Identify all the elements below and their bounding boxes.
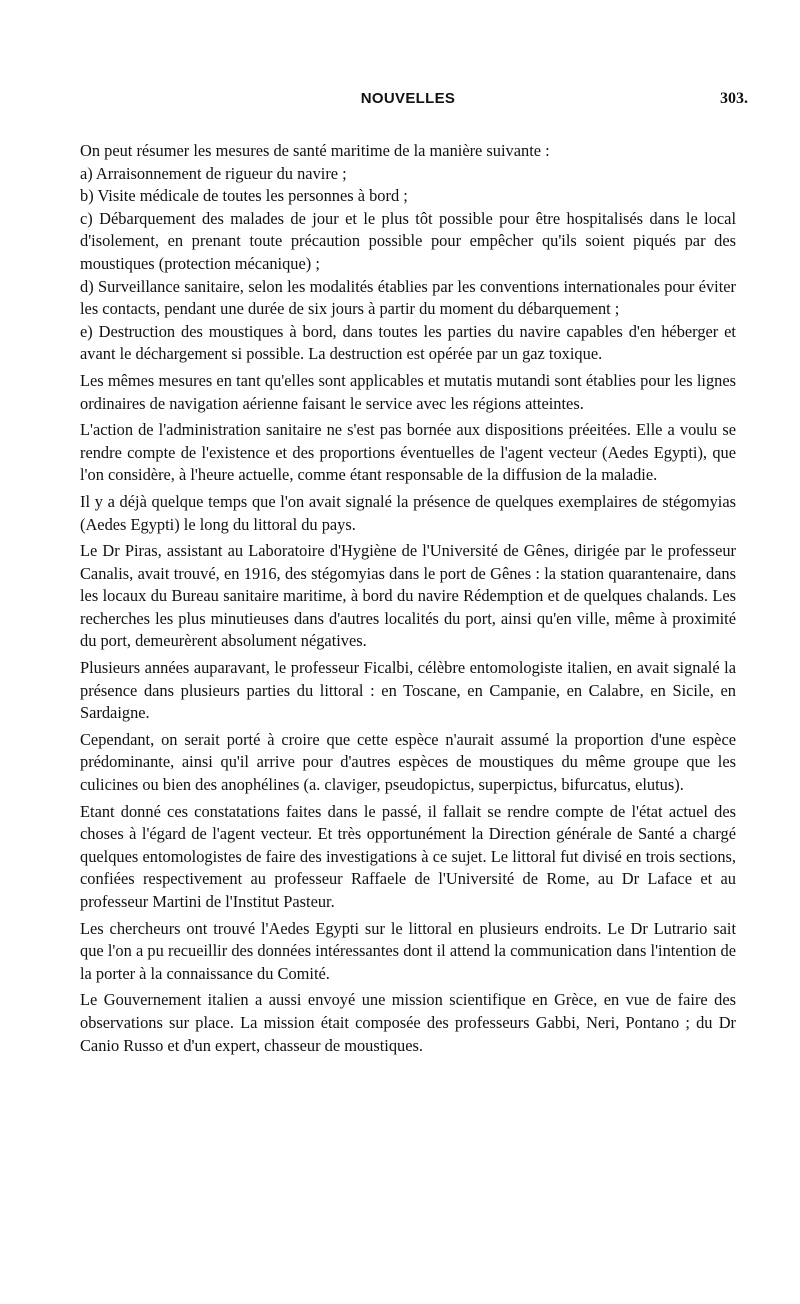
list-item-b: b) Visite médicale de toutes les personnes à bord ; <box>80 186 408 206</box>
paragraph: Le Dr Piras, assistant au Laboratoire d'Hygiène de l'Université de Gênes, dirigée par le professeur Canalis, avait trouvé, en 1916, des stégomyias dans le port de Gênes : la station quarantenaire, dans les locaux du Bureau sanitaire maritime, à bord du navire Rédemption et de quelques chalands. Les recherches les plus minutieuses dans d'autres localités du port, ainsi qu'en ville, même à proximité du port, demeurèrent absolument négatives. <box>80 541 736 651</box>
paragraph: L'action de l'administration sanitaire ne s'est pas bornée aux dispositions préeitées. Elle a voulu se rendre compte de l'existence et des proportions éventuelles de l'agent vecteur (Aedes Egypti), que l'on considère, à l'heure actuelle, comme étant responsable de la diffusion de la maladie. <box>80 420 736 485</box>
paragraph: Les chercheurs ont trouvé l'Aedes Egypti sur le littoral en plusieurs endroits. Le Dr Lutrario sait que l'on a pu recueillir des données intéressantes dont il attend la communication dans l'intention de la porter à la connaissance du Comité. <box>80 918 736 983</box>
paragraph-intro: On peut résumer les mesures de santé maritime de la manière suivante : <box>80 141 550 160</box>
list-item-a: a) Arraisonnement de rigueur du navire ; <box>80 163 347 183</box>
list-item-c: c) Débarquement des malades de jour et le plus tôt possible pour être hospitalisés dans le local d'isolement, en prenant toute précaution possible pour empêcher qu'ils soient piqués par des moustiques (protection mécanique) ; <box>80 208 736 273</box>
list-item-e: e) Destruction des moustiques à bord, dans toutes les parties du navire capables d'en héberger et avant le déchargement si possible. La destruction est opérée par un gaz toxique. <box>80 321 736 364</box>
list-item-d: d) Surveillance sanitaire, selon les modalités établies par les conventions internationales pour éviter les contacts, pendant une durée de six jours à partir du moment du débarquement ; <box>80 276 736 319</box>
page-header <box>80 90 748 114</box>
page-body <box>80 140 736 1057</box>
paragraph: Etant donné ces constatations faites dans le passé, il fallait se rendre compte de l'état actuel des choses à l'égard de l'agent vecteur. Et très opportunément la Direction générale de Santé a chargé quelques entomologistes de faire des investigations à ce sujet. Le littoral fut divisé en trois sections, confiées respectivement au professeur Raffaele de l'Université de Rome, au Dr Laface et au professeur Martini de l'Institut Pasteur. <box>80 801 736 911</box>
paragraph: Il y a déjà quelque temps que l'on avait signalé la présence de quelques exemplaires de stégomyias (Aedes Egypti) le long du littoral du pays. <box>80 491 736 534</box>
paragraph: Le Gouvernement italien a aussi envoyé une mission scientifique en Grèce, en vue de faire des observations sur place. La mission était composée des professeurs Gabbi, Neri, Pontano ; du Dr Canio Russo et d'un expert, chasseur de moustiques. <box>80 990 736 1055</box>
page-number: 303. <box>720 90 748 107</box>
running-title: NOUVELLES <box>360 90 456 107</box>
paragraph: Plusieurs années auparavant, le professeur Ficalbi, célèbre entomologiste italien, en avait signalé la présence dans plusieurs parties du littoral : en Toscane, en Campanie, en Calabre, en Sicile, en Sardaigne. <box>80 658 736 723</box>
paragraph: Cependant, on serait porté à croire que cette espèce n'aurait assumé la proportion d'une espèce prédominante, ainsi qu'il arrive pour d'autres espèces de moustiques du même groupe que les culicines ou bien des anophélines (a. claviger, pseudopictus, superpictus, bifurcatus, elutus). <box>80 729 736 795</box>
paragraph: Les mêmes mesures en tant qu'elles sont applicables et mutatis mutandi sont établies pour les lignes ordinaires de navigation aérienne faisant le service avec les régions atteintes. <box>80 370 736 413</box>
